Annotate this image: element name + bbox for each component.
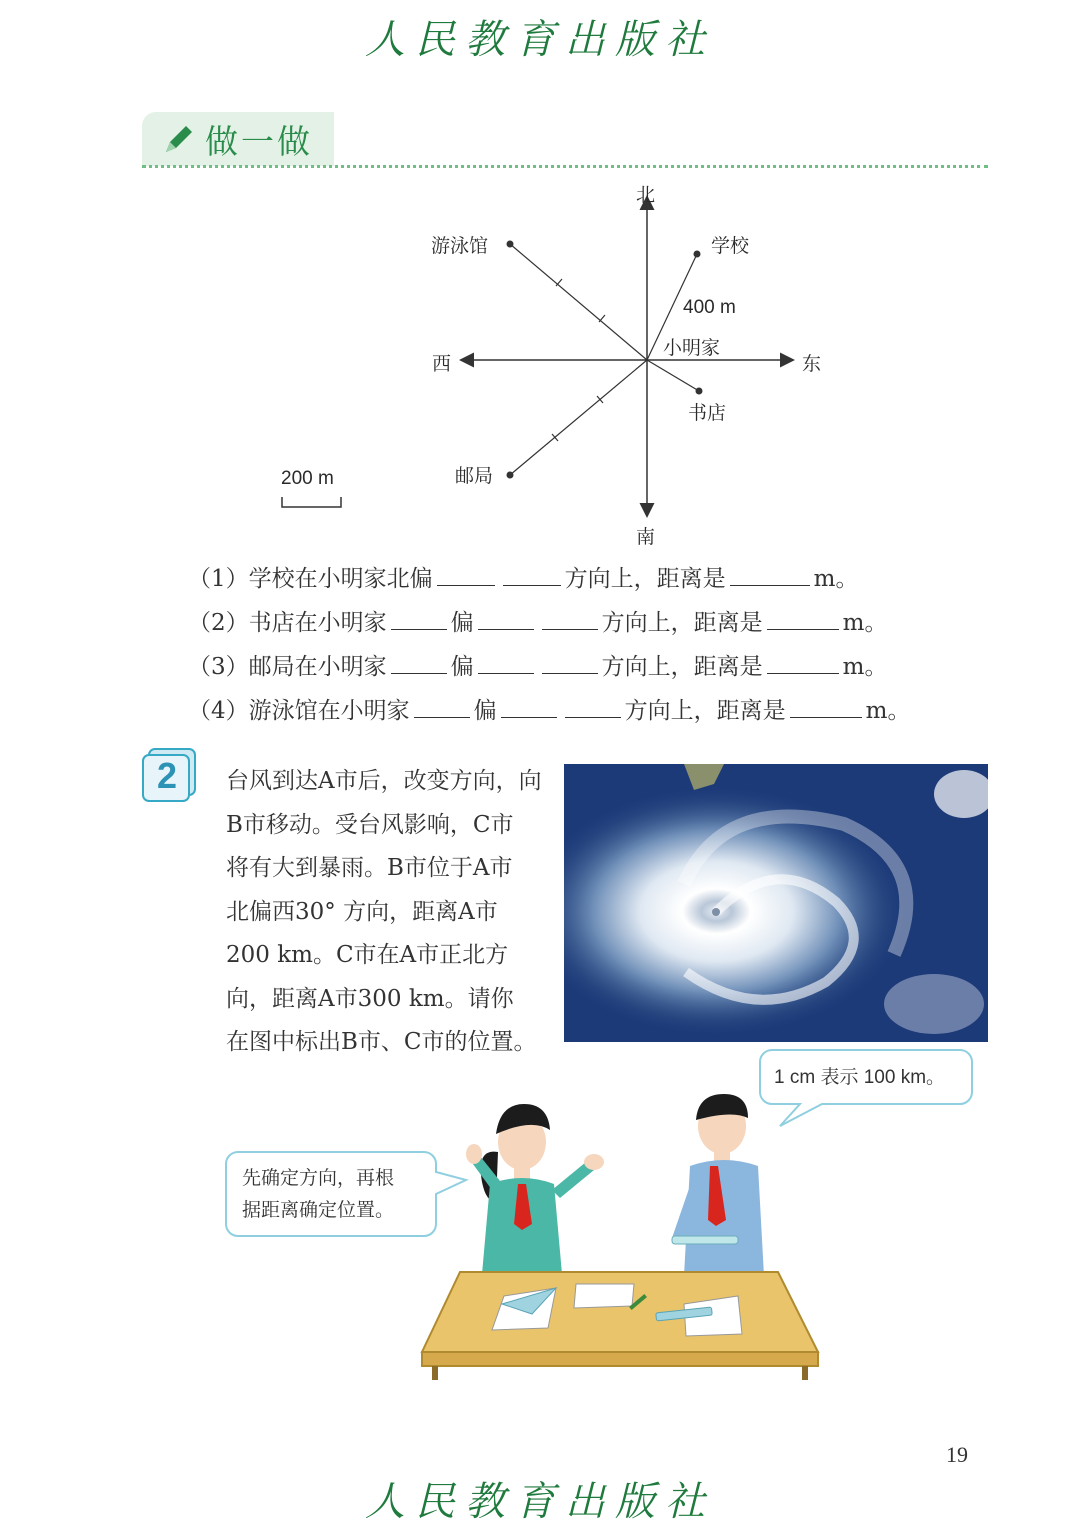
answer-blank[interactable]	[437, 567, 495, 586]
answer-blank[interactable]	[790, 699, 862, 718]
answer-blank[interactable]	[501, 699, 557, 718]
pool-label: 游泳馆	[431, 235, 489, 257]
answer-blank[interactable]	[478, 655, 534, 674]
west-label: 西	[432, 353, 452, 375]
section-divider	[142, 165, 988, 168]
students-illustration	[410, 1090, 830, 1385]
section-title: 做一做	[205, 122, 313, 161]
problem-number: 2	[156, 755, 178, 796]
answer-blank[interactable]	[503, 567, 561, 586]
north-label: 北	[636, 184, 656, 206]
typhoon-satellite-image	[564, 764, 988, 1042]
pool-point	[507, 241, 514, 248]
answer-blank[interactable]	[542, 655, 598, 674]
publisher-watermark-top: 人民教育出版社	[365, 17, 715, 63]
post-office-point	[507, 472, 514, 479]
question-1: （1）学校在小明家北偏 方向上，距离是 m。	[188, 566, 859, 592]
south-label: 南	[636, 526, 656, 548]
home-label: 小明家	[663, 337, 721, 359]
publisher-watermark-bottom: 人民教育出版社	[365, 1479, 715, 1525]
bookstore-point	[696, 388, 703, 395]
school-distance-label: 400 m	[683, 297, 736, 318]
answer-blank[interactable]	[542, 611, 598, 630]
problem-2-text: 台风到达A市后，改变方向，向 B市移动。受台风影响，C市 将有大到暴雨。B市位于A市 北偏西30° 方向，距离A市 200 km。C市在A市正北方 向，距离A市300 km。请你 在图中标出B市、C市的位置。	[226, 768, 542, 1055]
answer-blank[interactable]	[478, 611, 534, 630]
girl-figure	[466, 1104, 604, 1274]
answer-blank[interactable]	[730, 567, 810, 586]
school-point	[694, 251, 701, 258]
answer-blank[interactable]	[391, 655, 447, 674]
question-2: （2）书店在小明家 偏 方向上，距离是 m。	[188, 610, 888, 636]
girl-speech-text: 先确定方向，再根 据距离确定位置。	[242, 1167, 395, 1221]
question-3: （3）邮局在小明家 偏 方向上，距离是 m。	[188, 654, 888, 680]
pencil-icon	[160, 122, 196, 158]
bookstore-label: 书店	[688, 402, 727, 424]
question-4: （4）游泳馆在小明家 偏 方向上，距离是 m。	[188, 698, 911, 724]
answer-blank[interactable]	[414, 699, 470, 718]
answer-blank[interactable]	[767, 611, 839, 630]
table	[422, 1272, 818, 1380]
scale-label: 200 m	[281, 468, 334, 489]
answer-blank[interactable]	[391, 611, 447, 630]
page-number: 19	[946, 1442, 968, 1467]
answer-blank[interactable]	[565, 699, 621, 718]
east-label: 东	[802, 353, 822, 375]
scale-bar	[282, 497, 341, 507]
post-office-label: 邮局	[455, 465, 494, 487]
direction-diagram	[0, 170, 1080, 550]
school-label: 学校	[711, 235, 750, 257]
answer-blank[interactable]	[767, 655, 839, 674]
boy-figure	[672, 1094, 764, 1276]
boy-speech-text: 1 cm 表示 100 km。	[774, 1067, 946, 1088]
